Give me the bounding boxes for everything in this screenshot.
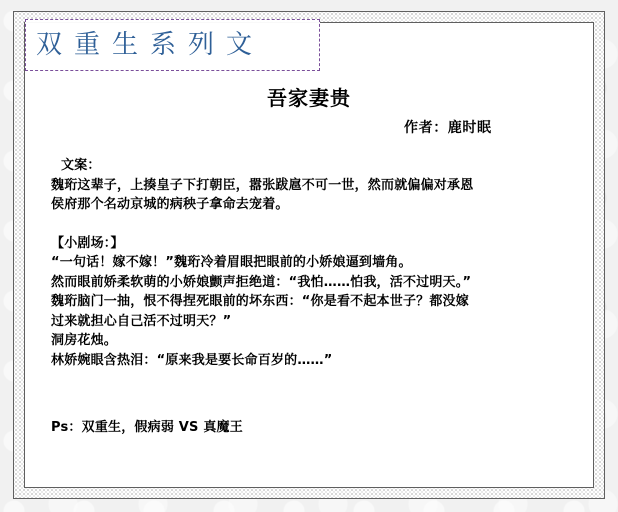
scene-label: 【小剧场：】 bbox=[51, 235, 124, 251]
scene-line-4: 过来就担心自己活不过明天？” bbox=[51, 313, 232, 329]
scene-line-6: 林娇婉眼含热泪：“原来我是要长命百岁的……” bbox=[51, 352, 333, 368]
synopsis-label-line bbox=[51, 156, 581, 176]
paragraph-gap-large bbox=[51, 370, 581, 418]
paragraph-gap bbox=[51, 215, 581, 234]
synopsis-label: 文案： bbox=[61, 158, 101, 173]
synopsis-line-1: 魏珩这辈子，上揍皇子下打朝臣，嚣张跋扈不可一世，然而就偏偏对承恩 bbox=[51, 177, 474, 193]
author-line: 作者：鹿时眠 bbox=[404, 120, 492, 136]
scene-line-1: “一句话！嫁不嫁！”魏珩冷着眉眼把眼前的小娇娘逼到墙角。 bbox=[51, 255, 412, 270]
scene-line-3: 魏珩脑门一抽，恨不得捏死眼前的坏东西：“你是看不起本世子？都没嫁 bbox=[51, 294, 469, 309]
postscript-line: Ps：双重生，假病弱 VS 真魔王 bbox=[51, 420, 243, 435]
scene-line-2: 然而眼前娇柔软萌的小娇娘颤声拒绝道：“我怕……怕我，活不过明天。” bbox=[51, 274, 472, 290]
document-content bbox=[51, 156, 581, 438]
scene-line-5: 洞房花烛。 bbox=[51, 333, 118, 348]
series-label-box bbox=[25, 19, 320, 71]
series-label: 双重生系列文 bbox=[36, 30, 265, 60]
document-title: 吾家妻贵 bbox=[267, 86, 351, 110]
synopsis-line-2: 侯府那个名动京城的病秧子拿命去宠着。 bbox=[51, 197, 289, 212]
